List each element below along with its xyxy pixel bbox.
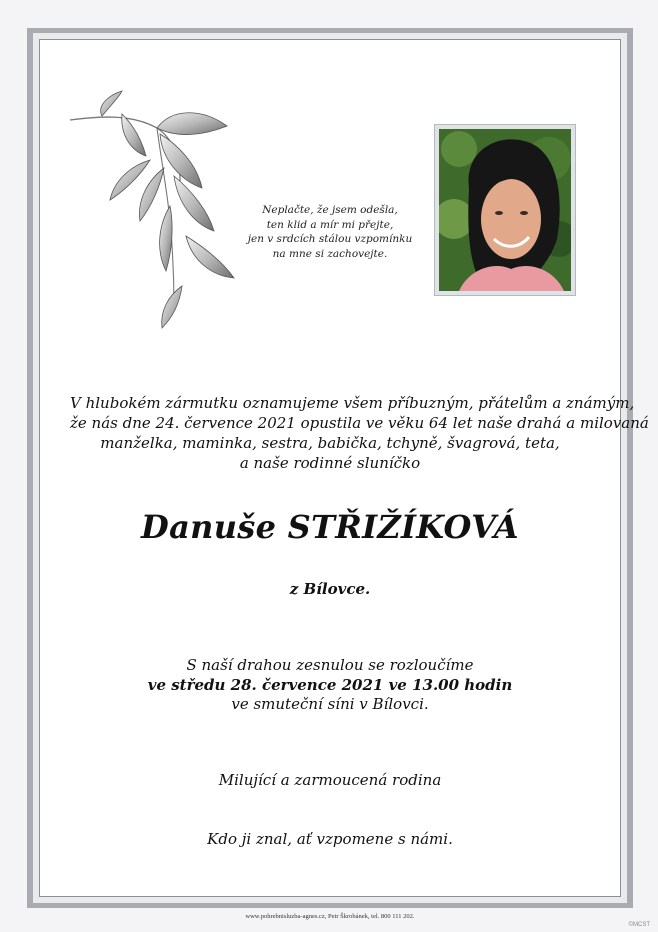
quote-line: na mne si zachovejte. (272, 247, 388, 260)
quote-line: ten klid a mír mi přejte, (266, 218, 394, 231)
memorial-quote (235, 203, 425, 261)
announcement-text (70, 393, 649, 473)
watermark: ©MCST (628, 922, 650, 928)
announcement-line: manželka, maminka, sestra, babička, tchyně, švagrová, teta, (100, 434, 560, 452)
ceremony-date: ve středu 28. července 2021 ve 13.00 hodin (147, 675, 513, 694)
family-signature: Milující a zarmoucená rodina (218, 771, 442, 789)
portrait-photo (439, 129, 571, 291)
announcement-line: V hlubokém zármutku oznamujeme všem příbuzným, přátelům a známým, (70, 394, 635, 412)
closing-line: Kdo ji znal, ať vzpomene s námi. (207, 830, 453, 848)
announcement-line: že nás dne 24. července 2021 opustila ve věku 64 let naše drahá a milovaná (70, 414, 649, 432)
leaf-branch-icon (62, 86, 242, 336)
quote-line: jen v srdcích stálou vzpomínku (247, 233, 413, 245)
funeral-service-footer: www.pohrebnisluzba-agnes.cz, Petr Škrobánek, tel. 800 111 202. (245, 913, 415, 920)
quote-line: Neplačte, že jsem odešla, (262, 204, 398, 216)
portrait-photo-frame (434, 124, 576, 296)
deceased-origin: z Bílovce. (289, 580, 371, 598)
ceremony-info (60, 656, 600, 715)
announcement-line: a naše rodinné sluníčko (239, 454, 421, 472)
deceased-name: Danuše STŘIŽÍKOVÁ (141, 508, 519, 546)
ceremony-line: S naší drahou zesnulou se rozloučíme (186, 656, 474, 674)
ceremony-place: ve smuteční síni v Bílovci. (231, 695, 429, 713)
